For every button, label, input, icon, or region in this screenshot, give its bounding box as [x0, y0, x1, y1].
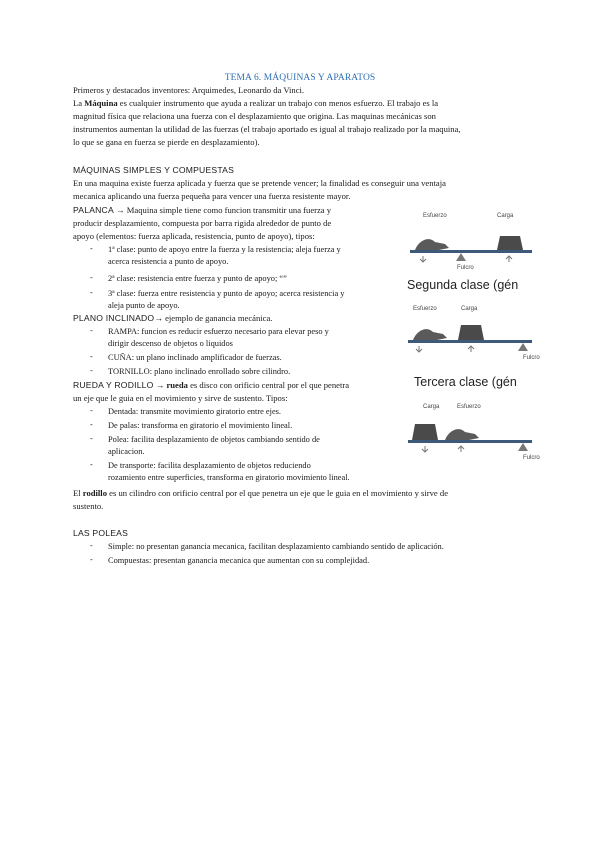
maquina-pre: La — [73, 98, 85, 108]
plano-item-cuna-l1: CUÑA: un plano inclinado amplificador de fuerzas. — [108, 353, 282, 362]
plano-item-rampa — [108, 326, 329, 350]
bullet-dash: - — [90, 406, 93, 415]
rueda-term: rueda — [166, 380, 188, 390]
palanca-item-3-l1: 3ª clase: fuerza entre resistencia y punto de apoyo; acerca resistencia y — [108, 289, 345, 298]
arrow-up-icon — [458, 446, 464, 452]
rueda-arrow: → — [155, 380, 165, 390]
palanca-item-1-l2: acerca resistencia a punto de apoyo. — [108, 257, 229, 266]
segunda-clase-label: Segunda clase (gén — [407, 278, 519, 292]
lever-figure-third-class — [405, 398, 540, 461]
palanca-line1 — [73, 204, 331, 217]
page-title: TEMA 6. MÁQUINAS Y APARATOS — [224, 73, 376, 83]
maquina-term: Máquina — [84, 98, 118, 108]
person-pushing-icon — [413, 329, 447, 340]
figure3-fulcro-label: Fulcro — [523, 455, 540, 461]
palanca-item-2 — [108, 273, 287, 285]
fulcrum-icon — [456, 253, 466, 261]
plano-item-rampa-l1: RAMPA: funcion es reducir esfuerzo necesario para elevar peso y — [108, 327, 329, 336]
bullet-dash: - — [90, 273, 93, 282]
bullet-dash: - — [90, 326, 93, 335]
plano-rest: ejemplo de ganancia mecánica. — [162, 313, 273, 323]
bullet-dash: - — [90, 352, 93, 361]
tercera-clase-label: Tercera clase (gén — [414, 375, 517, 389]
lever-bar — [408, 440, 532, 443]
fulcrum-icon — [518, 343, 528, 351]
bullet-dash: - — [90, 366, 93, 375]
poleas-heading: LAS POLEAS — [73, 528, 129, 538]
arrow-down-icon — [416, 346, 422, 352]
arrow-up-icon — [468, 346, 474, 352]
palanca-item-1 — [108, 244, 341, 268]
weight-icon — [458, 325, 484, 340]
lever-bar — [410, 250, 532, 253]
palanca-item-3-l2: aleja punto de apoyo. — [108, 301, 180, 310]
maquina-line1-rest: es cualquier instrumento que ayuda a realizar un trabajo con menos esfuerzo. El trabajo es la — [117, 98, 439, 108]
arrow-up-icon — [506, 256, 512, 262]
plano-item-cuna — [108, 352, 282, 364]
poleas-item-compuestas: Compuestas: presentan ganancia mecanica que aumentan con su complejidad. — [108, 556, 370, 565]
palanca-item-2-l1: 2ª clase: resistencia entre fuerza y punto de apoyo; “” — [108, 274, 287, 283]
weight-icon — [412, 424, 438, 440]
palanca-line3: apoyo (elementos: fuerza aplicada, resistencia, punto de apoyo), tipos: — [73, 231, 315, 241]
poleas-item-simple: Simple: no presentan ganancia mecanica, facilitan desplazamiento cambiando sentido de aplicación. — [108, 542, 444, 551]
plano-line — [73, 312, 272, 325]
rueda-line2: un eje que le guia en el movimiento y sirve de sustento. Tipos: — [73, 393, 288, 403]
figure1-fulcro-label: Fulcro — [457, 265, 474, 271]
lever-figure-first-class — [405, 208, 535, 270]
rueda-item-palas — [108, 420, 292, 432]
rueda-item-dentada — [108, 406, 281, 418]
person-pushing-icon — [415, 239, 449, 250]
rueda-line1 — [73, 379, 349, 392]
rodillo-rest: es un cilindro con orificio central por el que penetra un eje que le guia en el movimiento y sirve de — [107, 488, 449, 498]
rueda-item-polea — [108, 434, 320, 458]
simples-line1: En una maquina existe fuerza aplicada y fuerza que se pretende vencer; la finalidad es conseguir una ventaja — [73, 178, 446, 188]
rueda-item-dentada-l1: Dentada: transmite movimiento giratorio entre ejes. — [108, 407, 282, 416]
bullet-dash: - — [90, 420, 93, 429]
rodillo-line1 — [73, 487, 448, 500]
maquina-definition-line4: lo que se gana en fuerza se pierde en desplazamiento). — [73, 137, 260, 147]
figure3-esfuerzo-label: Esfuerzo — [457, 404, 481, 410]
rueda-rest1: es disco con orificio central por el que penetra — [187, 380, 350, 390]
plano-item-tornillo — [108, 366, 290, 378]
figure2-esfuerzo-label: Esfuerzo — [413, 306, 437, 312]
bullet-dash: - — [90, 541, 93, 550]
figure3-carga-label: Carga — [423, 404, 440, 410]
simples-heading: MÁQUINAS SIMPLES Y COMPUESTAS — [73, 165, 235, 175]
palanca-line1-text: Maquina simple tiene como funcion transmitir una fuerza y — [124, 205, 332, 215]
bullet-dash: - — [90, 555, 93, 564]
rodillo-line2: sustento. — [73, 501, 104, 511]
rueda-item-palas-l1: De palas: transforma en giratorio el movimiento lineal. — [108, 421, 293, 430]
palanca-line2: producir desplazamiento, compuesta por barra rigida alrededor de punto de — [73, 218, 332, 228]
bullet-dash: - — [90, 434, 93, 443]
palanca-item-1-l1: 1ª clase: punto de apoyo entre la fuerza y la resistencia; aleja fuerza y — [108, 245, 341, 254]
simples-line2: mecanica aplicando una fuerza pequeña para vencer una fuerza resistente mayor. — [73, 191, 351, 201]
palanca-item-3 — [108, 288, 344, 312]
lever-figure-second-class — [405, 300, 540, 361]
rueda-item-transporte — [108, 460, 350, 484]
plano-arrow: → — [154, 313, 163, 323]
maquina-definition-line1 — [73, 97, 438, 110]
figure2-fulcro-label: Fulcro — [523, 355, 540, 361]
maquina-definition-line3: instrumentos aumentan la utilidad de las fuerzas (el trabajo aportado es igual al trabajo realizado por la maquina, — [73, 124, 461, 134]
bullet-dash: - — [90, 244, 93, 253]
maquina-definition-line2: magnitud física que relaciona una fuerza con el desplazamiento que origina. Las maquinas mecánicas son — [73, 111, 436, 121]
figure2-carga-label: Carga — [461, 306, 478, 312]
rodillo-pre: El — [73, 488, 83, 498]
fulcrum-icon — [518, 443, 528, 451]
figure1-carga-label: Carga — [497, 213, 514, 219]
rueda-item-polea-l2: aplicacion. — [108, 447, 145, 456]
bullet-dash: - — [90, 288, 93, 297]
inventors-line: Primeros y destacados inventores: Arquimedes, Leonardo da Vinci. — [73, 85, 305, 95]
arrow-down-icon — [420, 256, 426, 262]
rodillo-term: rodillo — [82, 488, 107, 498]
weight-icon — [497, 236, 523, 250]
figure1-esfuerzo-label: Esfuerzo — [423, 213, 447, 219]
plano-heading: PLANO INCLINADO — [73, 313, 155, 323]
lever-bar — [408, 340, 532, 343]
rueda-item-polea-l1: Polea: facilita desplazamiento de objetos cambiando sentido de — [108, 435, 320, 444]
arrow-down-icon — [422, 446, 428, 452]
bullet-dash: - — [90, 460, 93, 469]
plano-item-rampa-l2: dirigir descenso de objetos o liquidos — [108, 339, 233, 348]
rueda-item-transporte-l2: rozamiento entre superficies, transforma en giratorio movimiento lineal. — [108, 473, 350, 482]
palanca-arrow: → — [116, 205, 125, 215]
person-pushing-icon — [445, 429, 479, 440]
rueda-heading: RUEDA Y RODILLO — [73, 380, 154, 390]
plano-item-tornillo-l1: TORNILLO: plano inclinado enrollado sobre cilindro. — [108, 367, 291, 376]
palanca-heading: PALANCA — [73, 205, 114, 215]
rueda-item-transporte-l1: De transporte: facilita desplazamiento de objetos reduciendo — [108, 461, 311, 470]
